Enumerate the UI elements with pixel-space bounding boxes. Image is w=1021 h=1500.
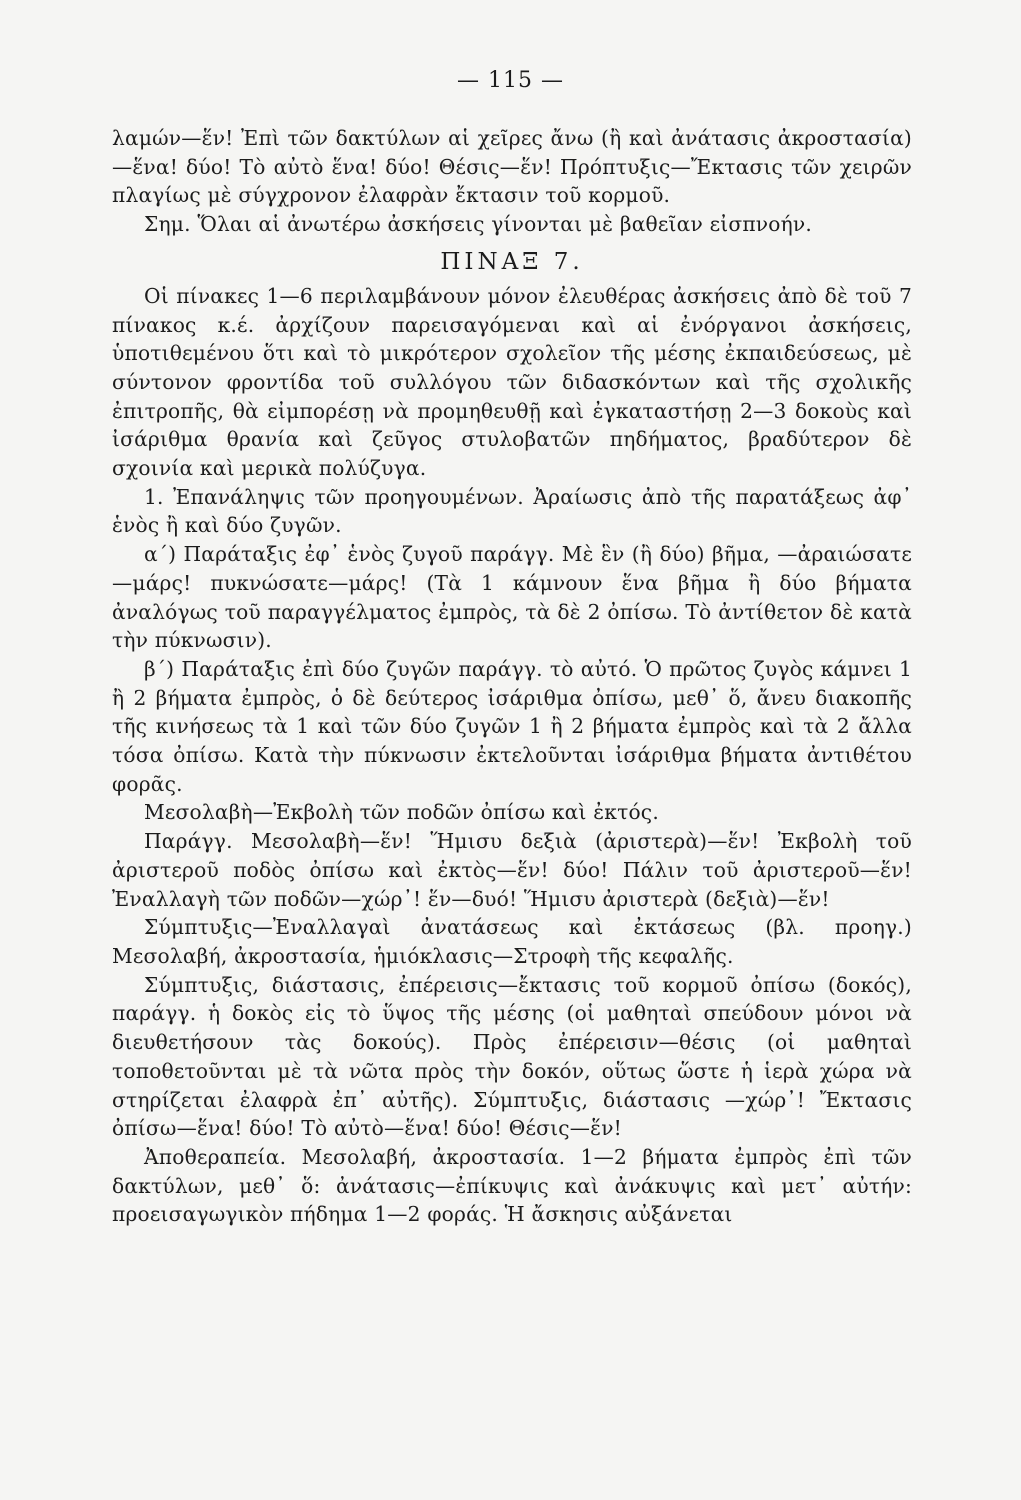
paragraph-alpha: α΄) Παράταξις ἐφ᾽ ἑνὸς ζυγοῦ παράγγ. Μὲ ἓν (ἢ δύο) βῆμα, —ἀραιώσατε—μάρς! πυκνώσατε—μάρς! (Τὰ 1 κάμνουν ἕνα βῆμα ἢ δύο βήματα ἀναλόγως τοῦ παραγγέλματος ἐμπρὸς, τὰ δὲ 2 ὀπίσω. Τὸ ἀντίθετον δὲ κατὰ τὴν πύκνωσιν). [112, 542, 912, 653]
page-number: — 115 — [457, 68, 564, 93]
paragraph-symptyxis-1: Σύμπτυξις—Ἐναλλαγαὶ ἀνατάσεως καὶ ἐκτάσεως (βλ. προηγ.) Μεσολαβή, ἀκροστασία, ἡμιόκλασις—Στροφὴ τῆς κεφαλῆς. [112, 915, 912, 968]
paragraph-symptyxis-2: Σύμπτυξις, διάστασις, ἐπέρεισις—ἔκτασις τοῦ κορμοῦ ὀπίσω (δοκός), παράγγ. ἡ δοκὸς εἰς τὸ ὕψος τῆς μέσης (οἱ μαθηταὶ σπεύδουν μόνοι νὰ διευθετήσουν τὰς δοκούς). Πρὸς ἐπέρεισιν—θέσις (οἱ μαθηταὶ τοποθετοῦνται μὲ τὰ νῶτα πρὸς τὴν δοκόν, οὕτως ὥστε ἡ ἱερὰ χώρα νὰ στηρίζεται ἐλαφρὰ ἐπ᾽ αὐτῆς). Σύμπτυξις, διάστασις —χώρ᾽! Ἔκτασις ὀπίσω—ἕνα! δύο! Τὸ αὐτὸ—ἕνα! δύο! Θέσις—ἕν! [112, 972, 912, 1141]
paragraph-note: Σημ. Ὅλαι αἱ ἀνωτέρω ἀσκήσεις γίνονται μὲ βαθεῖαν εἰσπνοήν. [144, 212, 813, 237]
paragraph-apotherapeia: Ἀποθεραπεία. Μεσολαβή, ἀκροστασία. 1—2 βήματα ἐμπρὸς ἐπὶ τῶν δακτύλων, μεθ᾽ ὅ: ἀνάτασις—ἐπίκυψις καὶ ἀνάκυψις καὶ μετ᾽ αὐτήν: προεισαγωγικὸν πήδημα 1—2 φοράς. Ἡ ἄσκησις αὐξάνεται [112, 1144, 912, 1227]
table-heading: ΠΙΝΑΞ 7. [440, 248, 584, 275]
paragraph-paragg: Παράγγ. Μεσολαβὴ—ἕν! Ἥμισυ δεξιὰ (ἀριστερὰ)—ἕν! Ἐκβολὴ τοῦ ἀριστεροῦ ποδὸς ὀπίσω καὶ ἐκτὸς—ἕν! δύο! Πάλιν τοῦ ἀριστεροῦ—ἕν! Ἐναλλαγὴ τῶν ποδῶν—χώρ᾽! ἕν—δυό! Ἥμισυ ἀριστερὰ (δεξιὰ)—ἕν! [112, 829, 912, 911]
paragraph-exercise-1: 1. Ἐπανάληψις τῶν προηγουμένων. Ἀραίωσις ἀπὸ τῆς παρατάξεως ἀφ᾽ ἑνὸς ἢ καὶ δύο ζυγῶν. [112, 484, 912, 538]
paragraph-1: λαμών—ἕν! Ἐπὶ τῶν δακτύλων αἱ χεῖρες ἄνω (ἢ καὶ ἀνάτασις ἀκροστασία)—ἕνα! δύο! Τὸ αὐτὸ ἕνα! δύο! Θέσις—ἕν! Πρόπτυξις—Ἔκτασις τῶν χειρῶν πλαγίως μὲ σύγχρονον ἐλαφρὰν ἔκτασιν τοῦ κορμοῦ. [112, 126, 912, 208]
paragraph-intro: Οἱ πίνακες 1—6 περιλαμβάνουν μόνον ἐλευθέρας ἀσκήσεις ἀπὸ δὲ τοῦ 7 πίνακος κ.έ. ἀρχίζουν παρεισαγόμεναι καὶ αἱ ἐνόργανοι ἀσκήσεις, ὑποτιθεμένου ὅτι καὶ τὸ μικρότερον σχολεῖον τῆς μέσης ἐκπαιδεύσεως, μὲ σύντονον φροντίδα τοῦ συλλόγου τῶν διδασκόντων καὶ τῆς σχολικῆς ἐπιτροπῆς, θὰ εἰμπορέσῃ νὰ προμηθευθῇ καὶ ἐγκαταστήσῃ 2—3 δοκοὺς καὶ ἰσάριθμα θρανία καὶ ζεῦγος στυλοβατῶν πηδήματος, βραδύτερον δὲ σχοινία καὶ μερικὰ πολύζυγα. [112, 283, 912, 481]
body-text [112, 124, 912, 1229]
paragraph-beta: β΄) Παράταξις ἐπὶ δύο ζυγῶν παράγγ. τὸ αὐτό. Ὁ πρῶτος ζυγὸς κάμνει 1 ἢ 2 βήματα ἐμπρὸς, ὁ δὲ δεύτερος ἰσάριθμα ὀπίσω, μεθ᾽ ὅ, ἄνευ διακοπῆς τῆς κινήσεως τὰ 1 καὶ τῶν δύο ζυγῶν 1 ἢ 2 βήματα ἐμπρὸς καὶ τὰ 2 ἄλλα τόσα ὀπίσω. Κατὰ τὴν πύκνωσιν ἐκτελοῦνται ἰσάριθμα βήματα ἀντιθέτου φορᾶς. [112, 656, 912, 796]
paragraph-mesolavi: Μεσολαβὴ—Ἐκβολὴ τῶν ποδῶν ὀπίσω καὶ ἐκτός. [144, 800, 659, 825]
